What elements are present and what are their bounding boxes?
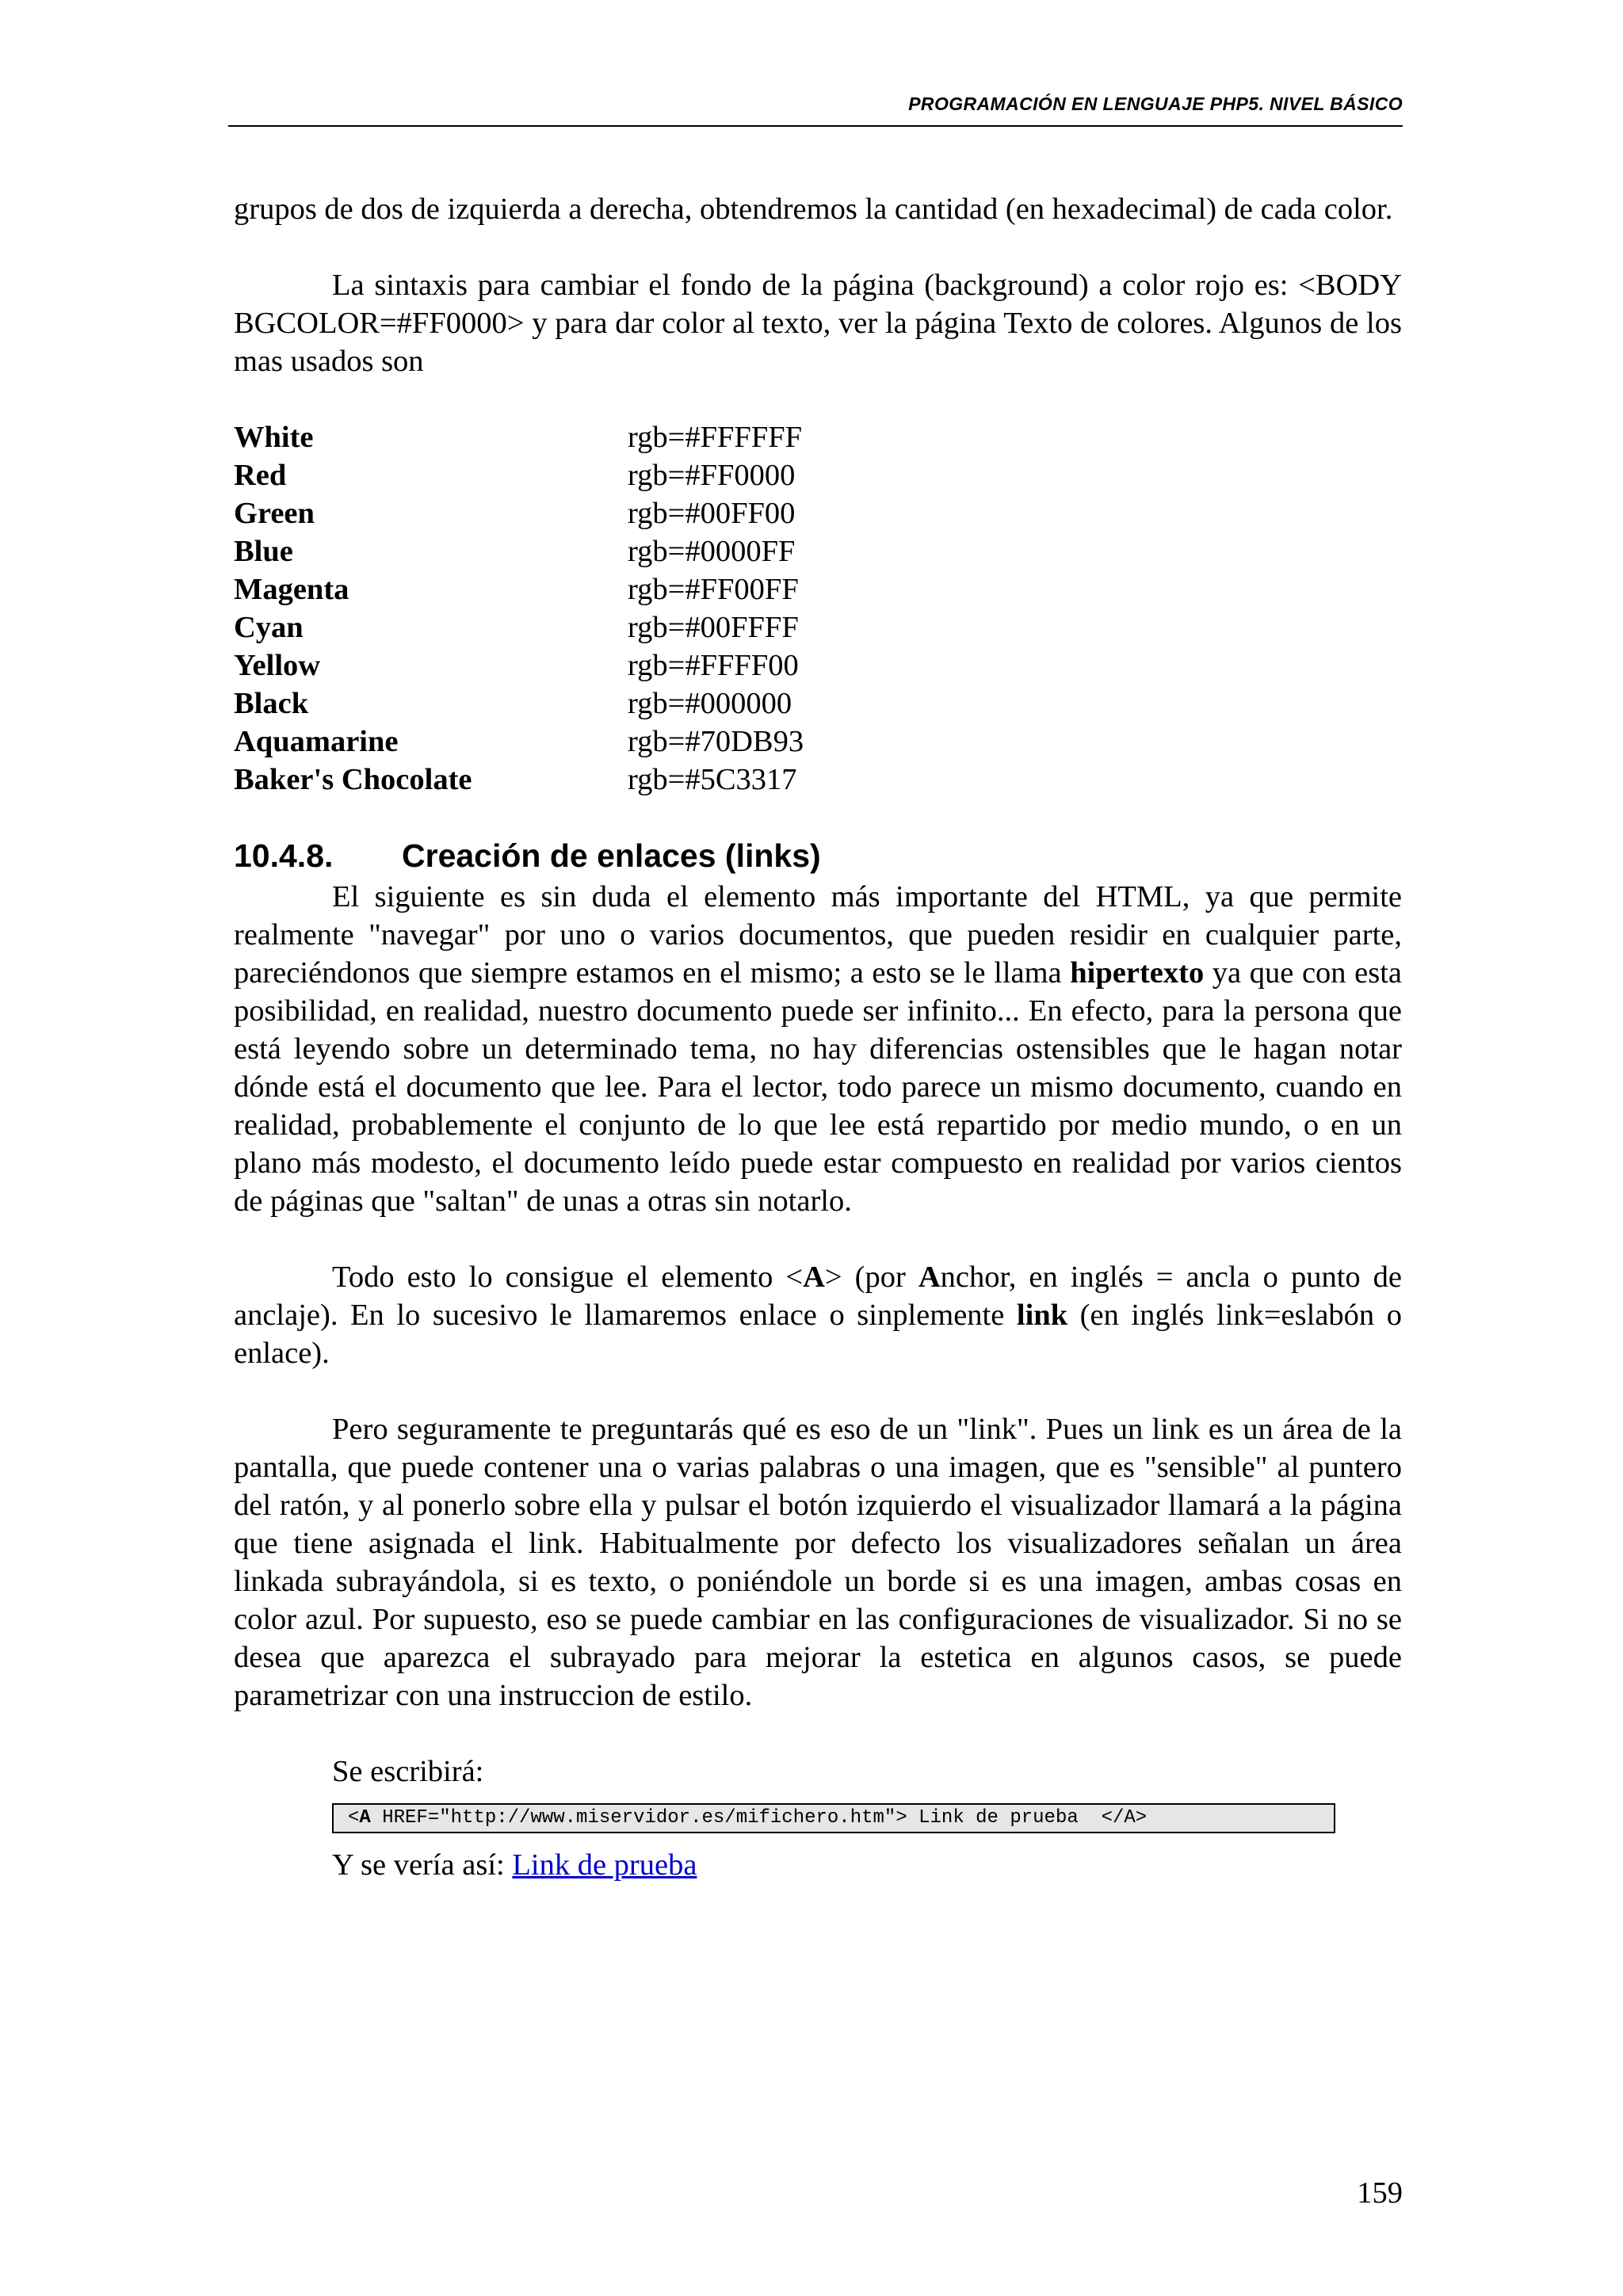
section-heading	[234, 799, 1402, 878]
link-de-prueba[interactable]: Link de prueba	[512, 1848, 697, 1882]
color-table	[234, 418, 804, 799]
color-value: rgb=#000000	[628, 687, 792, 720]
section-title: Creación de enlaces (links)	[402, 837, 821, 874]
color-row	[234, 494, 804, 532]
color-name: Aquamarine	[234, 725, 399, 758]
color-value: rgb=#00FFFF	[628, 611, 799, 644]
color-name: Cyan	[234, 611, 304, 644]
code-example-box: <A HREF="http://www.miservidor.es/mifichero.htm"> Link de prueba </A>	[332, 1803, 1335, 1833]
color-value: rgb=#70DB93	[628, 725, 804, 758]
links-paragraph-1: El siguiente es sin duda el elemento más importante del HTML, ya que permite realmente "navegar" por uno o varios documentos, que pueden residir en cualquier parte, pareciéndonos que siempre estamos en el mismo; a esto se le llama hipertexto ya que con esta posibilidad, en realidad, nuestro documento puede ser infinito... En efecto, para la persona que está leyendo sobre un determinado tema, no hay diferencias ostensibles que le hagan notar dónde está el documento que lee. Para el lector, todo parece un mismo documento, cuando en realidad, probablemente el conjunto de lo que lee está repartido por medio mundo, o en un plano más modesto, el documento leído puede estar compuesto en realidad por varios cientos de páginas que "saltan" de unas a otras sin notarlo.	[234, 880, 1403, 1218]
spacer	[234, 1220, 1402, 1258]
color-value: rgb=#FFFFFF	[628, 421, 803, 454]
links-paragraph-3: Pero seguramente te preguntarás qué es eso de un "link". Pues un link es un área de la pantalla, que puede contener una o varias palabras o una imagen, que es "sensible" al puntero del ratón, y al ponerlo sobre ella y pulsar el botón izquierdo el visualizador llamará a la página que tiene asignada el link. Habitualmente por defecto los visualizadores señalan un área linkada subrayándola, si es texto, o poniéndole un borde si es una imagen, ambas cosas en color azul. Por supuesto, eso se puede cambiar en las configuraciones de visualizador. Si no se desea que aparezca el subrayado para mejorar la estetica en algunos casos, se puede parametrizar con una instruccion de estilo.	[234, 1413, 1402, 1712]
intro-paragraph-1: grupos de dos de izquierda a derecha, obtendremos la cantidad (en hexadecimal) de cada color.	[234, 193, 1393, 226]
page-number: 159	[1357, 2176, 1403, 2210]
color-value: rgb=#FF00FF	[628, 573, 799, 606]
color-value: rgb=#5C3317	[628, 763, 797, 796]
running-header: PROGRAMACIÓN EN LENGUAJE PHP5. NIVEL BÁSICO	[908, 93, 1403, 114]
color-row	[234, 532, 804, 570]
intro-paragraph-2: La sintaxis para cambiar el fondo de la página (background) a color rojo es: <BODY BGCOLOR=#FF0000> y para dar color al texto, ver la página Texto de colores. Algunos de los mas usados son	[234, 269, 1402, 378]
color-row	[234, 570, 804, 608]
color-name: White	[234, 421, 314, 454]
color-row	[234, 761, 804, 799]
color-row	[234, 723, 804, 761]
hipertexto-term: hipertexto	[1070, 956, 1205, 990]
color-row	[234, 418, 804, 456]
link-term: link	[1016, 1299, 1068, 1332]
page-content	[234, 190, 1402, 1884]
color-name: Green	[234, 497, 315, 530]
header-rule	[228, 125, 1403, 127]
spacer	[234, 228, 1402, 266]
result-line: Y se vería así: Link de prueba	[332, 1848, 697, 1882]
spacer	[234, 1714, 1402, 1753]
color-value: rgb=#0000FF	[628, 535, 796, 568]
color-name: Magenta	[234, 573, 349, 606]
spacer	[234, 380, 1402, 418]
section-number: 10.4.8.	[234, 837, 334, 874]
color-name: Blue	[234, 535, 293, 568]
links-paragraph-2: Todo esto lo consigue el elemento <A> (por Anchor, en inglés = ancla o punto de anclaje). En lo sucesivo le llamaremos enlace o sinplemente link (en inglés link=eslabón o enlace).	[234, 1261, 1402, 1370]
se-escribira-text: Se escribirá:	[332, 1755, 484, 1788]
spacer	[234, 1372, 1402, 1410]
color-name: Red	[234, 459, 287, 492]
color-value: rgb=#FF0000	[628, 459, 796, 492]
color-row	[234, 608, 804, 646]
color-name: Yellow	[234, 649, 321, 682]
color-value: rgb=#FFFF00	[628, 649, 799, 682]
color-row	[234, 646, 804, 685]
color-name: Black	[234, 687, 309, 720]
color-row	[234, 456, 804, 494]
color-name: Baker's Chocolate	[234, 763, 472, 796]
color-row	[234, 685, 804, 723]
color-value: rgb=#00FF00	[628, 497, 796, 530]
